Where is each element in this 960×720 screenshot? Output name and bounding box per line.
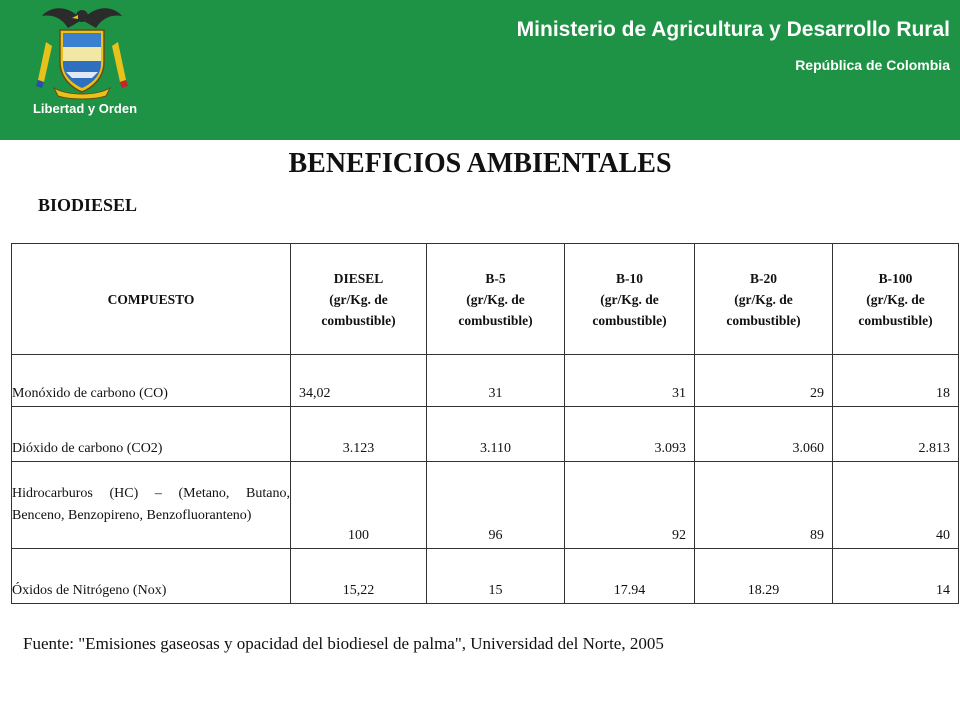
column-header-compuesto: COMPUESTO [12, 244, 291, 355]
column-header-b10: B-10 (gr/Kg. de combustible) [565, 244, 695, 355]
table-row [12, 549, 959, 604]
ministry-title: Ministerio de Agricultura y Desarrollo Rural [516, 18, 950, 41]
value-b20: 89 [695, 462, 833, 549]
value-b10: 17.94 [565, 549, 695, 604]
source-citation: Fuente: "Emisiones gaseosas y opacidad del biodiesel de palma", Universidad del Norte, 2005 [23, 634, 664, 653]
value-b5: 31 [427, 355, 565, 407]
column-header-b100: B-100 (gr/Kg. de combustible) [833, 244, 959, 355]
value-b10: 3.093 [565, 407, 695, 462]
value-diesel: 34,02 [291, 355, 427, 407]
value-b5: 3.110 [427, 407, 565, 462]
compound-name: Dióxido de carbono (CO2) [12, 407, 291, 462]
table-row [12, 462, 959, 549]
section-subtitle: BIODIESEL [38, 195, 138, 215]
value-b20: 29 [695, 355, 833, 407]
value-b20: 3.060 [695, 407, 833, 462]
value-b10: 31 [565, 355, 695, 407]
column-header-diesel: DIESEL (gr/Kg. de combustible) [291, 244, 427, 355]
column-header-b20: B-20 (gr/Kg. de combustible) [695, 244, 833, 355]
value-b10: 92 [565, 462, 695, 549]
value-b100: 18 [833, 355, 959, 407]
compound-name: Hidrocarburos (HC) – (Metano, Butano, Benceno, Benzopireno, Benzofluoranteno) [12, 462, 291, 549]
table-header-row [12, 244, 959, 355]
value-diesel: 15,22 [291, 549, 427, 604]
value-b20: 18.29 [695, 549, 833, 604]
value-diesel: 3.123 [291, 407, 427, 462]
motto-text: Libertad y Orden [32, 101, 138, 116]
value-b100: 40 [833, 462, 959, 549]
republic-subtitle: República de Colombia [795, 57, 950, 73]
compound-name: Monóxido de carbono (CO) [12, 355, 291, 407]
compound-name: Óxidos de Nitrógeno (Nox) [12, 549, 291, 604]
value-b100: 2.813 [833, 407, 959, 462]
value-diesel: 100 [291, 462, 427, 549]
page-title: BENEFICIOS AMBIENTALES [288, 148, 672, 179]
table-row [12, 355, 959, 407]
table-row [12, 407, 959, 462]
value-b5: 96 [427, 462, 565, 549]
value-b100: 14 [833, 549, 959, 604]
header-banner [0, 0, 960, 140]
emissions-table [11, 243, 959, 604]
colombia-coat-of-arms-icon [32, 2, 132, 100]
column-header-b5: B-5 (gr/Kg. de combustible) [427, 244, 565, 355]
value-b5: 15 [427, 549, 565, 604]
